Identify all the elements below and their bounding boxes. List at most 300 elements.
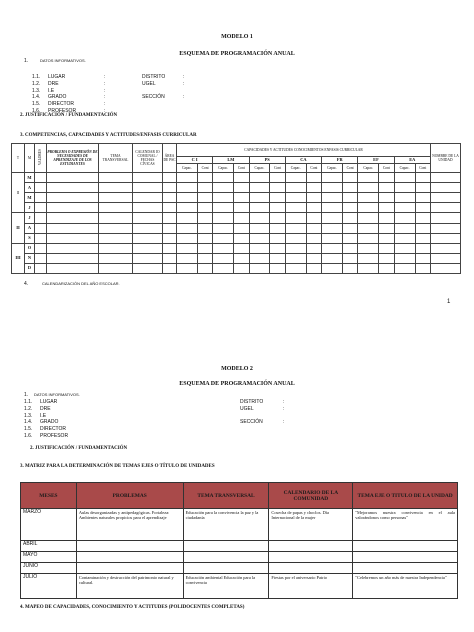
modelo2-field-label: GRADO (40, 419, 59, 426)
table-row (12, 233, 461, 243)
table-cell (163, 243, 177, 253)
table-cell (285, 213, 306, 223)
table-cell (379, 203, 394, 213)
matrix-cell-problemas: Aulas desorganizadas y antipedagógicas. Fortaleza: Ambientes naturales propicios para el aprendizaje (76, 509, 183, 541)
table-cell (394, 193, 415, 203)
modelo1-field-num: 1.4. (32, 94, 41, 101)
table-cell (35, 193, 47, 203)
table-cell (197, 213, 212, 223)
table-cell (213, 213, 234, 223)
table-cell (322, 203, 343, 213)
table-cell (133, 243, 163, 253)
col-tema-header: TEMA TRANSVERSAL (99, 144, 133, 173)
table-cell (306, 193, 321, 203)
modelo2-field-num: 1.3. (24, 412, 33, 419)
table-cell (249, 173, 270, 183)
table-cell (322, 253, 343, 263)
modelo2-section-justificacion: 2. JUSTIFICACIÓN / FUNDAMENTACIÓN (30, 446, 128, 451)
matrix-header-cell: TEMA EJE O TITULO DE LA UNIDAD (353, 483, 458, 509)
month-letter-cell: M (25, 173, 35, 183)
table-cell (358, 173, 379, 183)
matrix-header-cell: PROBLEMAS (76, 483, 183, 509)
modelo2-field-num: 1.1. (24, 399, 33, 405)
table-row (12, 183, 461, 193)
modelo2-datos-num: 1. (24, 392, 29, 398)
table-cell (133, 223, 163, 233)
table-cell (177, 213, 198, 223)
table-cell (306, 213, 321, 223)
table-cell (249, 193, 270, 203)
table-cell (379, 213, 394, 223)
table-cell (415, 253, 431, 263)
modelo2-field-right-colon: : (283, 419, 285, 426)
modelo2-field-label: DRE (40, 405, 51, 412)
table-cell (163, 263, 177, 273)
table-cell (213, 243, 234, 253)
table-cell (394, 173, 415, 183)
modelo1-section4-num: 4. (24, 281, 29, 287)
table-cell (177, 253, 198, 263)
table-cell (177, 233, 198, 243)
matrix-cell-tema: Educación ambiental Educación para la convivencia (183, 574, 269, 599)
table-cell (99, 263, 133, 273)
table-cell (379, 223, 394, 233)
table-cell (197, 223, 212, 233)
trimester-cell: II (12, 213, 25, 243)
table-cell (431, 183, 461, 193)
sub-capac-header: Capac. (285, 164, 306, 173)
sub-cont-header: Cont (270, 164, 285, 173)
table-cell (47, 233, 99, 243)
table-cell (270, 223, 285, 233)
table-cell (163, 223, 177, 233)
col-area-header: ÁREA DE PSC (163, 144, 177, 173)
table-cell (177, 173, 198, 183)
matrix-row (21, 509, 458, 541)
table-cell (415, 193, 431, 203)
table-row (12, 253, 461, 263)
modelo1-subtitle: ESQUEMA DE PROGRAMACIÓN ANUAL (179, 51, 295, 57)
matrix-cell-titulo: "Celebremos un año más de nuestra Independencia" (353, 574, 458, 599)
table-cell (197, 263, 212, 273)
table-cell (249, 243, 270, 253)
month-letter-cell: O (25, 243, 35, 253)
table-cell (47, 243, 99, 253)
modelo1-competencias-table (11, 143, 461, 274)
table-cell (163, 253, 177, 263)
modelo1-field-label: PROFESOR (48, 108, 77, 114)
table-cell (270, 173, 285, 183)
modelo1-field-right-label: DISTRITO (142, 74, 166, 80)
table-cell (285, 263, 306, 273)
table-cell (177, 243, 198, 253)
sub-capac-header: Capac. (394, 164, 415, 173)
table-cell (270, 213, 285, 223)
table-cell (415, 173, 431, 183)
table-cell (234, 203, 249, 213)
modelo2-field-label: I.E (40, 412, 47, 419)
table-cell (47, 193, 99, 203)
table-cell (177, 193, 198, 203)
table-cell (249, 183, 270, 193)
modelo1-section-calendarizacion: CALENDARIZACIÓN DEL AÑO ESCOLAR. (42, 281, 120, 286)
table-cell (285, 183, 306, 193)
table-cell (213, 223, 234, 233)
table-cell (270, 243, 285, 253)
col-t-header: T (12, 144, 25, 173)
table-cell (35, 173, 47, 183)
table-cell (394, 213, 415, 223)
table-cell (306, 243, 321, 253)
sub-capac-header: Capac. (213, 164, 234, 173)
table-cell (270, 193, 285, 203)
modelo2-field-right-colon: : (283, 405, 285, 412)
modelo2-field-num: 1.6. (24, 433, 33, 439)
modelo2-field-num: 1.5. (24, 426, 33, 433)
table-cell (342, 243, 357, 253)
table-cell (415, 203, 431, 213)
table-cell (394, 183, 415, 193)
table-cell (249, 253, 270, 263)
table-cell (322, 213, 343, 223)
table-cell (35, 263, 47, 273)
table-cell (197, 193, 212, 203)
matrix-header-cell: CALENDARIO DE LA COMUNIDAD (269, 483, 353, 509)
sub-cont-header: Cont (415, 164, 431, 173)
table-row (12, 223, 461, 233)
table-cell (47, 213, 99, 223)
modelo2-section-mapeo: 4. MAPEO DE CAPACIDADES, CONOCIMIENTO Y ACTITUDES (POLIDOCENTES COMPLETAS) (20, 605, 245, 610)
matrix-cell-mes: MAYO (21, 552, 77, 563)
trimester-cell: III (12, 243, 25, 273)
matrix-cell-problemas (76, 552, 183, 563)
area-header: C I (177, 157, 213, 164)
table-cell (234, 223, 249, 233)
modelo1-title: MODELO 1 (221, 34, 253, 40)
modelo2-section-matriz: 3. MATRIZ PARA LA DETERMINACIÓN DE TEMAS EJES O TÍTULO DE UNIDADES (20, 464, 215, 469)
table-cell (133, 253, 163, 263)
sub-capac-header: Capac. (322, 164, 343, 173)
table-cell (431, 263, 461, 273)
matrix-cell-titulo (353, 552, 458, 563)
month-letter-cell: A (25, 183, 35, 193)
table-cell (342, 213, 357, 223)
table-cell (322, 193, 343, 203)
modelo1-field-right-label: UGEL (142, 80, 156, 87)
table-cell (306, 223, 321, 233)
modelo1-field-colon: : (104, 94, 106, 101)
table-row (12, 193, 461, 203)
table-cell (163, 213, 177, 223)
matrix-cell-titulo (353, 563, 458, 574)
table-cell (379, 263, 394, 273)
table-cell (249, 233, 270, 243)
sub-cont-header: Cont (306, 164, 321, 173)
table-cell (163, 183, 177, 193)
table-cell (249, 263, 270, 273)
table-cell (177, 263, 198, 273)
cap-header: CAPACIDADES Y ACTITUDES CONOCIMIENTOS ENFASIS CURRICULAR (177, 144, 431, 157)
table-cell (322, 233, 343, 243)
table-cell (306, 173, 321, 183)
sub-cont-header: Cont (234, 164, 249, 173)
modelo1-field-num: 1.6. (32, 108, 41, 114)
table-cell (342, 253, 357, 263)
table-cell (163, 233, 177, 243)
table-cell (415, 233, 431, 243)
table-cell (270, 183, 285, 193)
table-cell (197, 183, 212, 193)
table-cell (35, 223, 47, 233)
table-cell (379, 233, 394, 243)
table-cell (285, 223, 306, 233)
area-header: CA (285, 157, 321, 164)
table-cell (358, 213, 379, 223)
table-cell (35, 243, 47, 253)
table-cell (163, 193, 177, 203)
matrix-cell-tema (183, 563, 269, 574)
table-cell (285, 233, 306, 243)
table-cell (431, 233, 461, 243)
table-cell (213, 203, 234, 213)
table-cell (35, 253, 47, 263)
table-cell (431, 243, 461, 253)
table-cell (99, 193, 133, 203)
matrix-cell-titulo (353, 541, 458, 552)
sub-capac-header: Capac. (358, 164, 379, 173)
table-cell (249, 223, 270, 233)
table-cell (415, 223, 431, 233)
modelo1-field-label: I.E (48, 87, 55, 94)
matrix-cell-mes: ABRIL (21, 541, 77, 552)
table-row (12, 203, 461, 213)
table-cell (47, 173, 99, 183)
modelo1-section-competencias: 3. COMPETENCIAS, CAPACIDADES Y ACTITUDES/ENFASIS CURRICULAR (20, 133, 197, 138)
table-row (12, 173, 461, 183)
table-cell (163, 173, 177, 183)
matrix-header-cell: TEMA TRANSVERSAL (183, 483, 269, 509)
modelo2-field-label: LUGAR (40, 399, 58, 405)
table-cell (234, 243, 249, 253)
modelo1-field-label: GRADO (48, 94, 67, 101)
table-cell (47, 203, 99, 213)
sub-cont-header: Cont (379, 164, 394, 173)
month-letter-cell: M (25, 193, 35, 203)
modelo1-field-label: DIRECTOR (48, 101, 75, 108)
table-cell (213, 263, 234, 273)
table-cell (133, 233, 163, 243)
table-cell (133, 263, 163, 273)
table-cell (379, 183, 394, 193)
month-letter-cell: J (25, 203, 35, 213)
modelo1-field-colon: : (104, 87, 106, 94)
matrix-cell-mes: JUNIO (21, 563, 77, 574)
table-cell (358, 243, 379, 253)
modelo1-field-label: LUGAR (48, 74, 66, 80)
table-cell (234, 173, 249, 183)
table-cell (234, 253, 249, 263)
modelo1-field-right-label: SECCIÓN (142, 94, 165, 101)
area-header: LM (213, 157, 249, 164)
modelo1-field-right-colon: : (183, 74, 185, 80)
table-cell (213, 183, 234, 193)
matrix-cell-calendario (269, 552, 353, 563)
month-letter-cell: S (25, 233, 35, 243)
matrix-cell-mes: JULIO (21, 574, 77, 599)
table-cell (342, 173, 357, 183)
modelo2-field-right-label: DISTRITO (240, 399, 264, 405)
table-cell (358, 263, 379, 273)
matrix-cell-tema (183, 552, 269, 563)
modelo1-field-label: DRE (48, 80, 59, 87)
table-cell (35, 213, 47, 223)
table-cell (133, 213, 163, 223)
table-cell (234, 233, 249, 243)
table-cell (270, 203, 285, 213)
table-cell (35, 203, 47, 213)
table-cell (285, 203, 306, 213)
table-cell (342, 263, 357, 273)
table-cell (47, 183, 99, 193)
table-cell (379, 193, 394, 203)
table-cell (285, 193, 306, 203)
table-cell (47, 223, 99, 233)
area-header: PS (249, 157, 285, 164)
table-cell (394, 203, 415, 213)
table-cell (394, 233, 415, 243)
table-cell (177, 223, 198, 233)
modelo2-field-right-colon: : (283, 399, 285, 405)
table-cell (322, 223, 343, 233)
table-cell (285, 243, 306, 253)
modelo2-field-right-label: UGEL (240, 405, 254, 412)
table-cell (133, 183, 163, 193)
sub-cont-header: Cont (342, 164, 357, 173)
col-problema-header: PROBLEMA O EXPRESIÓN DE NECESIDADES DE APRENDIZAJE DE LOS ESTUDIANTES (47, 144, 99, 173)
area-header: FR (322, 157, 358, 164)
table-cell (197, 243, 212, 253)
modelo1-field-num: 1.5. (32, 101, 41, 108)
matrix-cell-problemas (76, 541, 183, 552)
area-header: EF (358, 157, 394, 164)
matrix-cell-tema (183, 541, 269, 552)
table-cell (133, 193, 163, 203)
matrix-cell-problemas (76, 563, 183, 574)
modelo1-field-num: 1.2. (32, 80, 41, 87)
modelo2-field-right-label: SECCIÓN (240, 419, 263, 426)
table-cell (322, 173, 343, 183)
table-cell (431, 213, 461, 223)
month-letter-cell: D (25, 263, 35, 273)
matrix-cell-mes: MARZO (21, 509, 77, 541)
table-cell (431, 223, 461, 233)
table-cell (394, 243, 415, 253)
sub-capac-header: Capac. (177, 164, 198, 173)
modelo1-section-justificacion: 2. JUSTIFICACIÓN / FUNDAMENTACIÓN (20, 113, 118, 118)
table-cell (322, 183, 343, 193)
table-cell (197, 233, 212, 243)
matrix-row (21, 552, 458, 563)
modelo1-datos-label: DATOS INFORMATIVOS. (40, 58, 86, 63)
table-cell (285, 173, 306, 183)
table-cell (431, 203, 461, 213)
table-cell (99, 243, 133, 253)
table-cell (358, 183, 379, 193)
table-row (12, 263, 461, 273)
modelo2-title: MODELO 2 (221, 366, 253, 372)
matrix-row (21, 541, 458, 552)
table-cell (234, 193, 249, 203)
col-m-header: M (25, 144, 35, 173)
table-row (12, 213, 461, 223)
table-cell (342, 223, 357, 233)
table-cell (431, 253, 461, 263)
table-cell (234, 263, 249, 273)
matrix-cell-calendario (269, 541, 353, 552)
table-cell (358, 253, 379, 263)
table-cell (99, 223, 133, 233)
table-cell (285, 253, 306, 263)
modelo1-field-right-colon: : (183, 94, 185, 101)
table-cell (35, 183, 47, 193)
table-cell (415, 243, 431, 253)
sub-cont-header: Cont (197, 164, 212, 173)
modelo2-datos-label: DATOS INFORMATIVOS. (34, 392, 80, 397)
table-cell (306, 253, 321, 263)
table-row (12, 243, 461, 253)
table-cell (197, 253, 212, 263)
col-nombre-header: NOMBRE DE LA UNIDAD (431, 144, 461, 173)
matrix-header-cell: MESES (21, 483, 77, 509)
table-cell (213, 173, 234, 183)
table-cell (35, 233, 47, 243)
table-cell (99, 183, 133, 193)
table-cell (99, 203, 133, 213)
table-cell (99, 233, 133, 243)
table-cell (379, 243, 394, 253)
table-cell (197, 173, 212, 183)
table-cell (99, 253, 133, 263)
table-cell (415, 213, 431, 223)
modelo2-matrix-table (20, 482, 458, 599)
matrix-cell-problemas: Contaminación y destrucción del patrimonio natural y cultural. (76, 574, 183, 599)
modelo1-field-right-colon: : (183, 80, 185, 87)
table-cell (306, 263, 321, 273)
month-letter-cell: N (25, 253, 35, 263)
col-calendario-header: CALENDAR IO COMUNAL / FECHAS CÍVICAS (133, 144, 163, 173)
modelo2-subtitle: ESQUEMA DE PROGRAMACIÓN ANUAL (179, 381, 295, 387)
table-cell (322, 243, 343, 253)
table-cell (99, 173, 133, 183)
table-cell (394, 223, 415, 233)
matrix-cell-calendario: Fiestas por el aniversario Patrio (269, 574, 353, 599)
table-cell (394, 263, 415, 273)
table-cell (379, 253, 394, 263)
table-cell (415, 183, 431, 193)
table-cell (322, 263, 343, 273)
table-cell (99, 213, 133, 223)
table-cell (342, 233, 357, 243)
table-cell (379, 173, 394, 183)
modelo1-field-colon: : (104, 101, 106, 108)
area-header: EA (394, 157, 430, 164)
table-cell (394, 253, 415, 263)
modelo1-field-colon: : (104, 108, 106, 114)
page-number: 1 (447, 299, 451, 305)
col-valores-header: VALORES (35, 144, 47, 173)
matrix-header-row (21, 483, 458, 509)
matrix-row (21, 563, 458, 574)
